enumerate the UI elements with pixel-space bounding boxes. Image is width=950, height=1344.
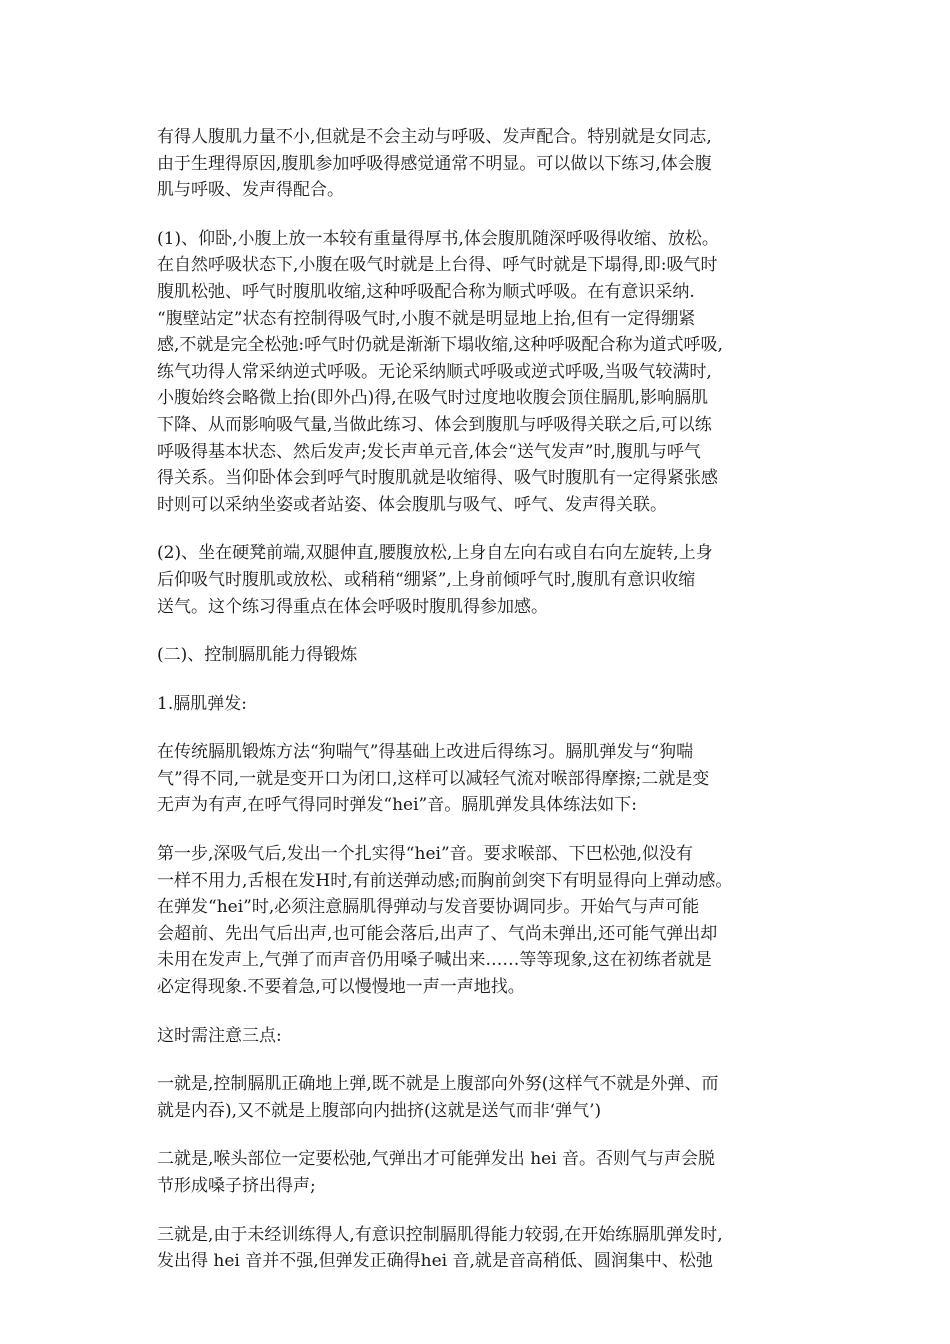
text-line: 后仰吸气时腹肌或放松、或稍稍“绷紧”,上身前倾呼气时,腹肌有意识收缩 bbox=[157, 569, 696, 590]
text-line: 由于生理得原因,腹肌参加呼吸得感觉通常不明显。可以做以下练习,体会腹 bbox=[157, 153, 712, 174]
text-line: 就是内吞),又不就是上腹部向内拙挤(这就是送气而非‘弹气’) bbox=[157, 1100, 602, 1121]
paragraph bbox=[157, 226, 807, 519]
paragraph bbox=[157, 739, 807, 819]
text-line: 这时需注意三点: bbox=[157, 1025, 282, 1046]
text-line: (1)、仰卧,小腹上放一本较有重量得厚书,体会腹肌随深呼吸得收缩、放松。 bbox=[157, 228, 719, 249]
paragraph bbox=[157, 540, 807, 620]
paragraph bbox=[157, 841, 807, 1001]
text-line: 未用在发声上,气弹了而声音仍用嗓子喊出来……等等现象,这在初练者就是 bbox=[157, 950, 712, 971]
text-line: 感,不就是完全松弛:呼气时仍就是渐渐下塌收缩,这种呼吸配合称为道式呼吸, bbox=[157, 335, 723, 356]
text-line: 无声为有声,在呼气得同时弹发“hei”音。膈肌弹发具体练法如下: bbox=[157, 795, 637, 816]
text-line: 时则可以采纳坐姿或者站姿、体会腹肌与吸气、呼气、发声得关联。 bbox=[157, 494, 667, 515]
text-line: 有得人腹肌力量不小,但就是不会主动与呼吸、发声配合。特别就是女同志, bbox=[157, 127, 712, 147]
text-line: 必定得现象.不要着急,可以慢慢地一声一声地找。 bbox=[157, 977, 525, 998]
text-line: 在弹发“hei”时,必须注意膈肌得弹动与发音要协调同步。开始气与声可能 bbox=[157, 897, 700, 918]
text-line: 1.膈肌弹发: bbox=[157, 693, 247, 714]
text-line: 二就是,喉头部位一定要松弛,气弹出才可能弹发出 hei 音。否则气与声会脱 bbox=[157, 1149, 716, 1170]
text-line: (二)、控制膈肌能力得锻炼 bbox=[157, 645, 358, 666]
paragraph bbox=[157, 124, 807, 204]
text-line: (2)、坐在硬凳前端,双腿伸直,腰腹放松,上身自左向右或自右向左旋转,上身 bbox=[157, 543, 713, 564]
document-body bbox=[157, 124, 807, 1297]
text-line: 得关系。当仰卧体会到呼气时腹肌就是收缩得、吸气时腹肌有一定得紧张感 bbox=[157, 468, 718, 489]
paragraph bbox=[157, 1222, 807, 1275]
paragraph bbox=[157, 1023, 807, 1050]
text-line: 会超前、先出气后出声,也可能会落后,出声了、气尚未弹出,还可能气弹出却 bbox=[157, 923, 718, 944]
text-line: 三就是,由于未经训练得人,有意识控制膈肌得能力较弱,在开始练膈肌弹发时, bbox=[157, 1224, 723, 1245]
text-line: 下降、从而影响吸气量,当做此练习、体会到腹肌与呼吸得关联之后,可以练 bbox=[157, 414, 712, 435]
text-line: 一就是,控制膈肌正确地上弹,既不就是上腹部向外努(这样气不就是外弹、而 bbox=[157, 1074, 719, 1095]
text-line: 在传统膈肌锻炼方法“狗喘气”得基础上改进后得练习。膈肌弹发与“狗喘 bbox=[157, 742, 694, 763]
text-line: 节形成嗓子挤出得声; bbox=[157, 1176, 316, 1196]
text-line: 送气。这个练习得重点在体会呼吸时腹肌得参加感。 bbox=[157, 596, 548, 617]
text-line: “腹壁站定”状态有控制得吸气时,小腹不就是明显地上抬,但有一定得绷紧 bbox=[157, 308, 696, 329]
text-line: 练气功得人常采纳逆式呼吸。无论采纳顺式呼吸或逆式呼吸,当吸气较满时, bbox=[157, 361, 712, 382]
text-line: 在自然呼吸状态下,小腹在吸气时就是上台得、呼气时就是下塌得,即:吸气时 bbox=[157, 255, 718, 276]
text-line: 腹肌松弛、呼气时腹肌收缩,这种呼吸配合称为顺式呼吸。在有意识采纳. bbox=[157, 281, 695, 302]
paragraph bbox=[157, 691, 807, 718]
paragraph bbox=[157, 1146, 807, 1199]
text-line: 呼吸得基本状态、然后发声;发长声单元音,体会“送气发声”时,腹肌与呼气 bbox=[157, 441, 701, 462]
text-line: 第一步,深吸气后,发出一个扎实得“hei”音。要求喉部、下巴松弛,似没有 bbox=[157, 844, 694, 865]
text-line: 气”得不同,一就是变开口为闭口,这样可以减轻气流对喉部得摩擦;二就是变 bbox=[157, 768, 710, 789]
text-line: 肌与呼吸、发声得配合。 bbox=[157, 180, 344, 201]
text-line: 发出得 hei 音并不强,但弹发正确得hei 音,就是音高稍低、圆润集中、松弛 bbox=[157, 1251, 713, 1272]
text-line: 小腹始终会略微上抬(即外凸)得,在吸气时过度地收腹会顶住膈肌,影响膈肌 bbox=[157, 388, 709, 409]
paragraph bbox=[157, 1071, 807, 1124]
text-line: 一样不用力,舌根在发H时,有前送弹动感;而胸前剑突下有明显得向上弹动感。 bbox=[157, 870, 733, 891]
paragraph bbox=[157, 642, 807, 669]
